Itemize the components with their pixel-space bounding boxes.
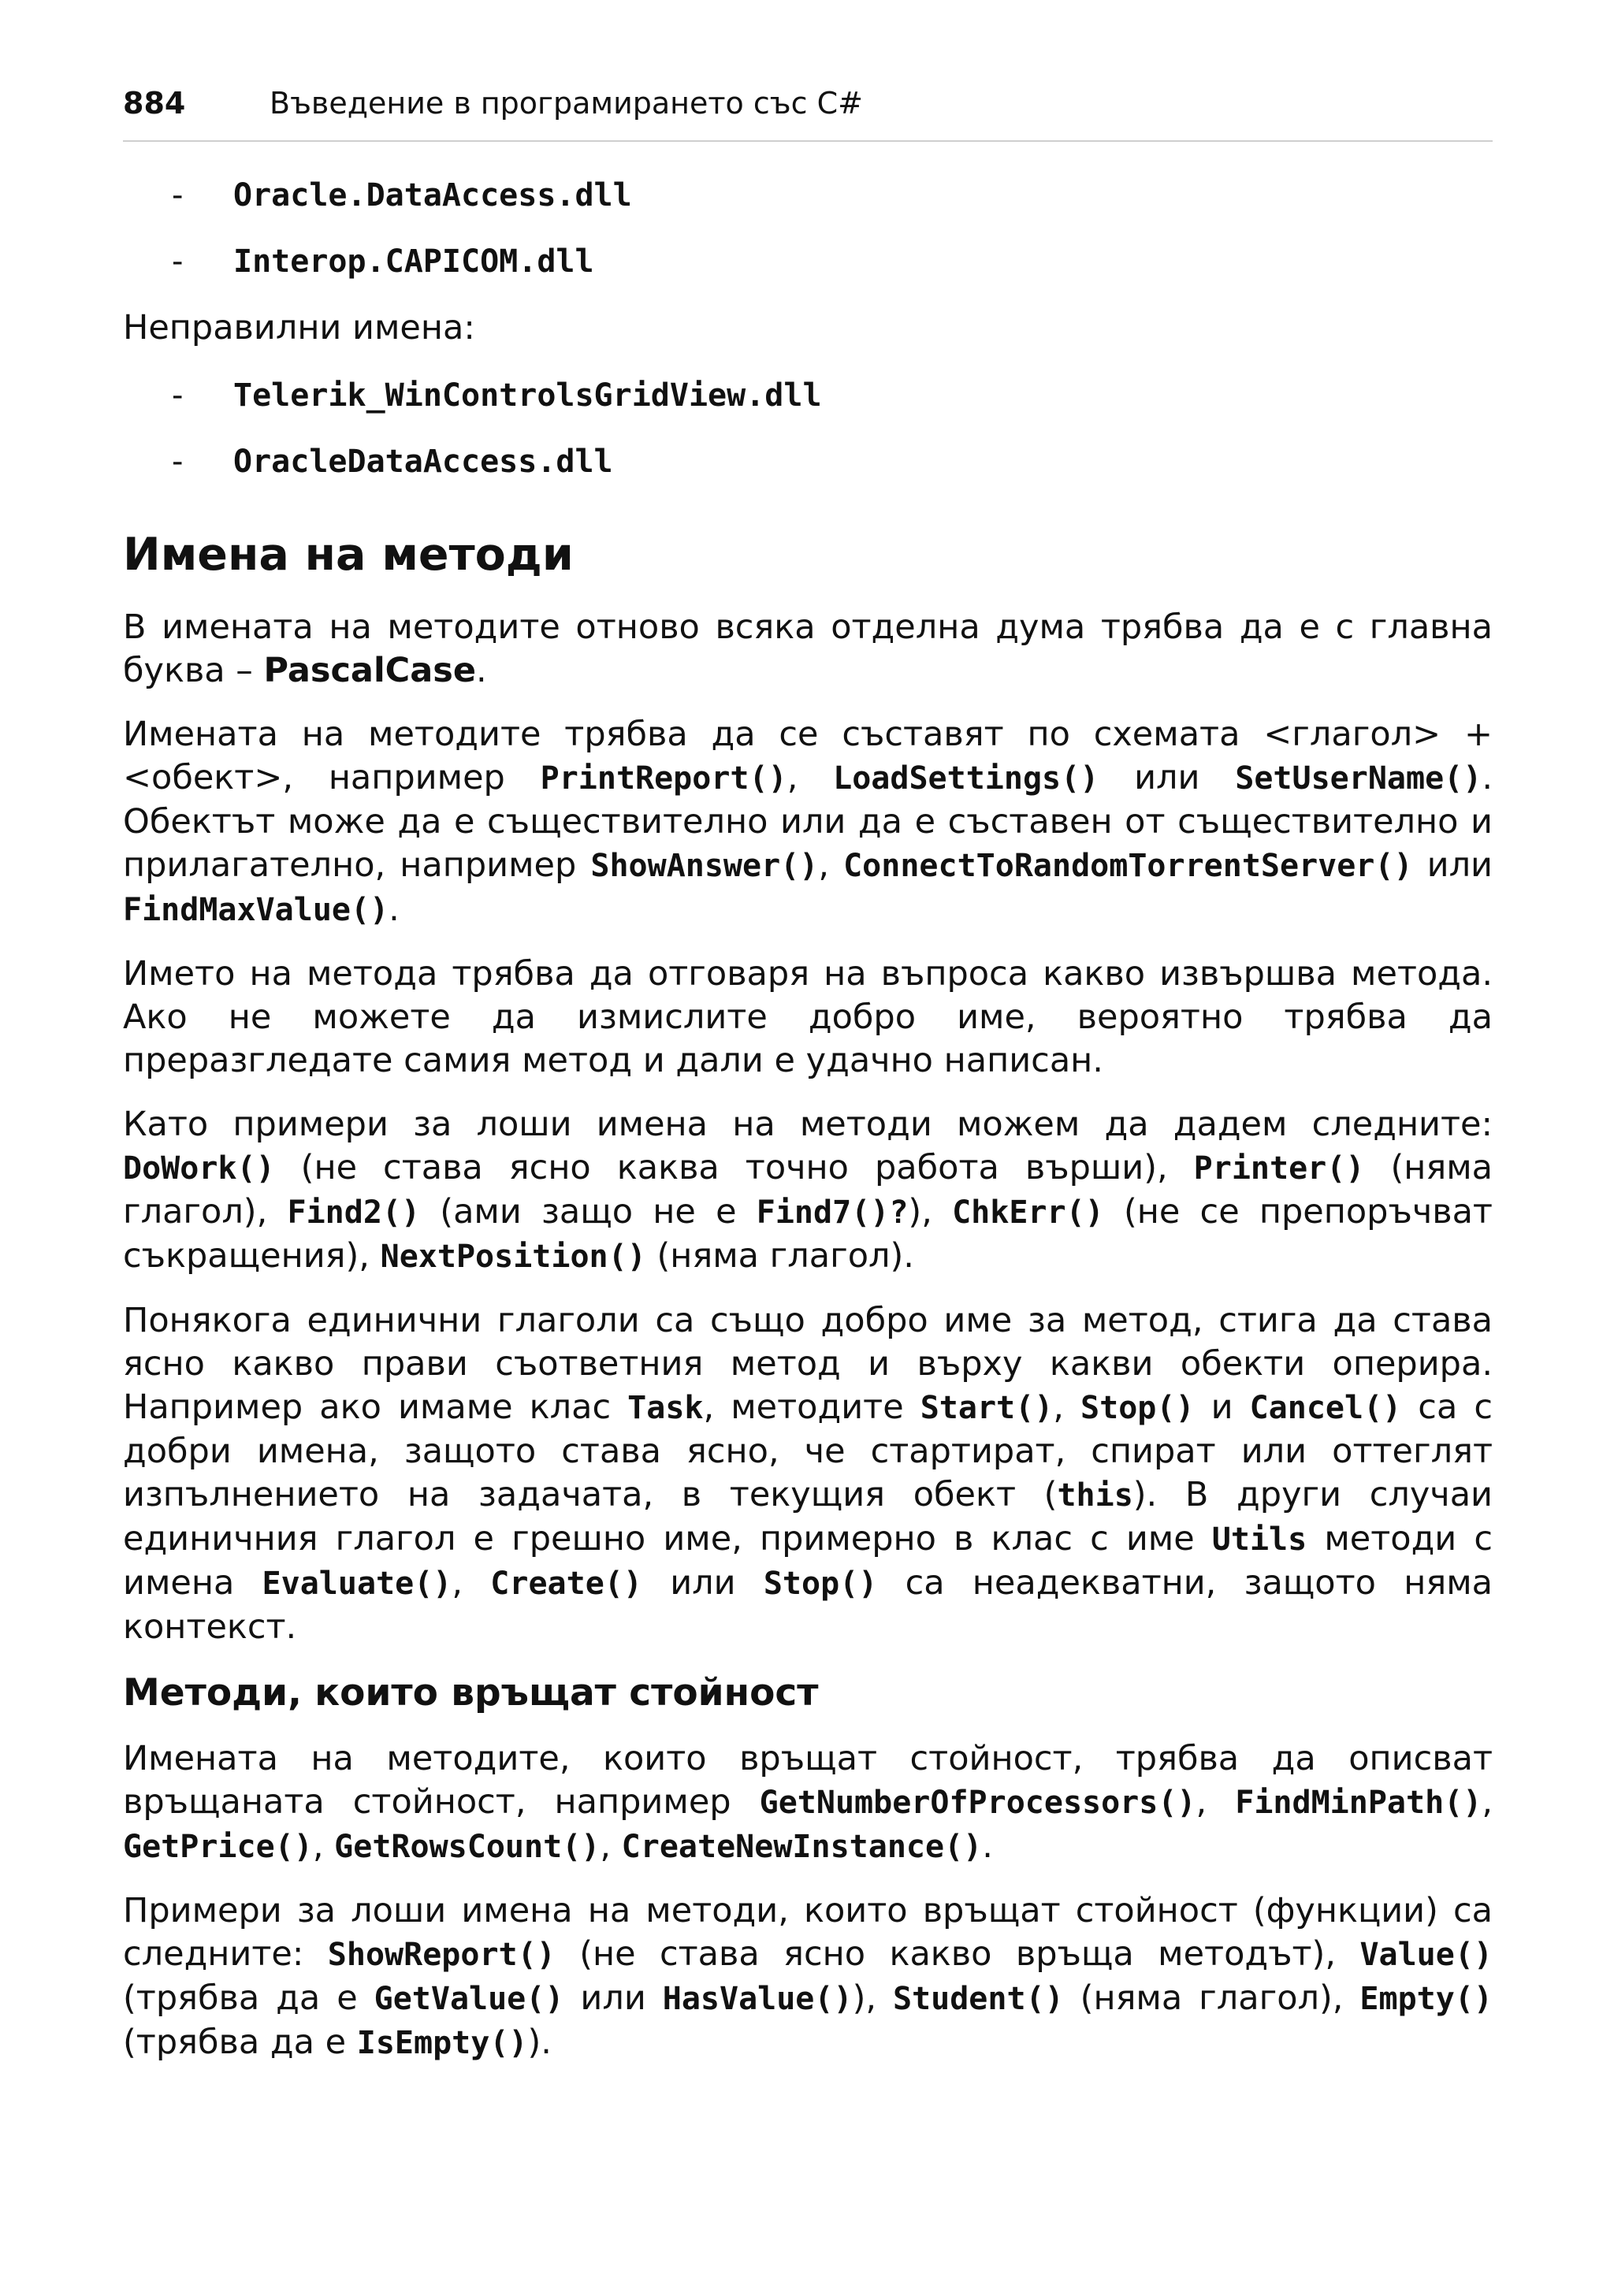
bullet-dash: - [172,444,184,480]
code-term: Stop() [763,1566,878,1602]
text: (не става ясно каква точно работа върши), [274,1148,1194,1187]
text: В имената на методите отново всяка отделна дума трябва да е с главна буква – [123,607,1493,690]
section-heading-return-value: Методи, които връщат стойност [123,1671,819,1715]
paragraph [123,1737,1493,1869]
bullet-dash: - [172,177,184,214]
paragraph [123,713,1493,932]
text: Примери за лоши имена на методи, които връщат стойност (функции) са следните: [123,1891,1493,1974]
bold-term: PascalCase [263,651,477,690]
bad-names-label: Неправилни имена: [123,308,475,347]
bullet-dash: - [172,243,184,280]
text: (няма глагол), [1063,1978,1360,2018]
code-term: ShowReport() [327,1937,556,1973]
text: (трябва да е [123,1978,374,2018]
code-term: Utils [1211,1521,1307,1558]
code-term: FindMinPath() [1235,1785,1482,1821]
code-term: Find2() [287,1194,421,1231]
code-term: Create() [490,1566,642,1602]
text: , [1053,1388,1081,1427]
code-term: SetUserName() [1235,760,1482,797]
code-term: IsEmpty() [356,2025,528,2061]
code-term: Find7()? [756,1194,909,1231]
bullet-dash: - [172,377,184,414]
paragraph [123,1889,1493,2065]
page-content [123,169,1493,2086]
dll-name: Interop.CAPICOM.dll [233,243,594,280]
text: . [982,1826,993,1866]
text: (не се препоръчват съкращения), [123,1192,1493,1276]
text: , [1482,1782,1493,1822]
code-term: NextPosition() [380,1239,646,1275]
text: методи с имена [123,1519,1493,1603]
dll-name: Telerik_WinControlsGridView.dll [233,377,822,414]
code-term: ShowAnswer() [590,848,819,884]
text: . [389,890,400,929]
code-term: Printer() [1193,1150,1365,1187]
dll-name: OracleDataAccess.dll [233,444,613,480]
code-term: ConnectToRandomTorrentServer() [843,848,1413,884]
text: (ами защо не е [420,1192,757,1232]
list-item [123,169,1493,236]
text: Имената на методите, които връщат стойност, трябва да описват връщаната стойност, например [123,1739,1493,1822]
section-heading-method-names: Имена на методи [123,529,574,581]
code-term: this [1057,1477,1133,1514]
text: или [1099,758,1236,797]
code-term: Value() [1359,1937,1493,1973]
code-term: GetPrice() [123,1829,313,1865]
code-term: Start() [920,1390,1054,1426]
text: (не става ясно какво връща методът), [555,1934,1360,1974]
text: Като примери за лоши имена на методи можем да дадем следните: [123,1105,1493,1144]
text: . Обектът може да е съществително или да е съставен от съществително и прилагателно, например [123,758,1493,885]
code-term: PrintReport() [540,760,787,797]
code-term: GetRowsCount() [334,1829,601,1865]
text: , [312,1826,335,1866]
code-term: Stop() [1080,1390,1195,1426]
text: ). В други случаи единичния глагол е грешно име, примерно в клас с име [123,1475,1493,1559]
code-term: ChkErr() [952,1194,1104,1231]
text: (няма глагол), [123,1148,1493,1232]
code-term: GetNumberOfProcessors() [759,1785,1196,1821]
code-term: Empty() [1359,1981,1493,2017]
text: . [476,651,487,690]
text: Понякога единични глаголи са също добро име за метод, стига да става ясно какво прави съответния метод и върху какви обекти оперира. Например ако имаме клас [123,1301,1493,1427]
text: са с добри имена, защото става ясно, че стартират, спират или оттеглят изпълнението на задачата, в текущия обект ( [123,1388,1493,1514]
text: , [1196,1782,1236,1822]
list-item [123,236,1493,302]
code-term: GetValue() [374,1981,564,2017]
paragraph [123,1103,1493,1279]
code-term: Evaluate() [262,1566,452,1602]
text: (няма глагол). [645,1236,914,1276]
running-title: Въведение в програмирането със C# [270,86,863,121]
text: Имената на методите трябва да се съставят по схемата <глагол> + <обект>, например [123,715,1493,797]
page-header [123,84,1493,142]
code-term: HasValue() [662,1981,853,2017]
code-term: Student() [892,1981,1064,2017]
code-term: Task [627,1390,704,1426]
text: (трябва да е [123,2023,357,2062]
list-item [123,436,1493,502]
text: и [1194,1388,1250,1427]
code-term: Cancel() [1249,1390,1402,1426]
code-term: LoadSettings() [833,760,1099,797]
code-term: FindMaxValue() [123,892,389,928]
text: , методите [703,1388,920,1427]
paragraph [123,606,1493,693]
text: , [452,1563,491,1603]
paragraph [123,1299,1493,1649]
code-term: DoWork() [123,1150,275,1187]
text: са неадекватни, защото няма контекст. [123,1563,1493,1647]
text: ), [852,1978,893,2018]
text: , [600,1826,622,1866]
text: ). [527,2023,552,2062]
text: , [787,758,834,797]
code-term: CreateNewInstance() [621,1829,983,1865]
list-item [123,370,1493,436]
paragraph: Името на метода трябва да отговаря на въпроса какво извършва метода. Ако не можете да измислите добро име, вероятно трябва да преразгледате самия метод и дали е удачно написан. [123,954,1493,1080]
text: ), [908,1192,953,1232]
text: , [818,845,844,885]
text: или [563,1978,663,2018]
dll-name: Oracle.DataAccess.dll [233,177,632,214]
page-number: 884 [123,86,186,121]
text: или [1412,845,1493,885]
text: или [642,1563,764,1603]
